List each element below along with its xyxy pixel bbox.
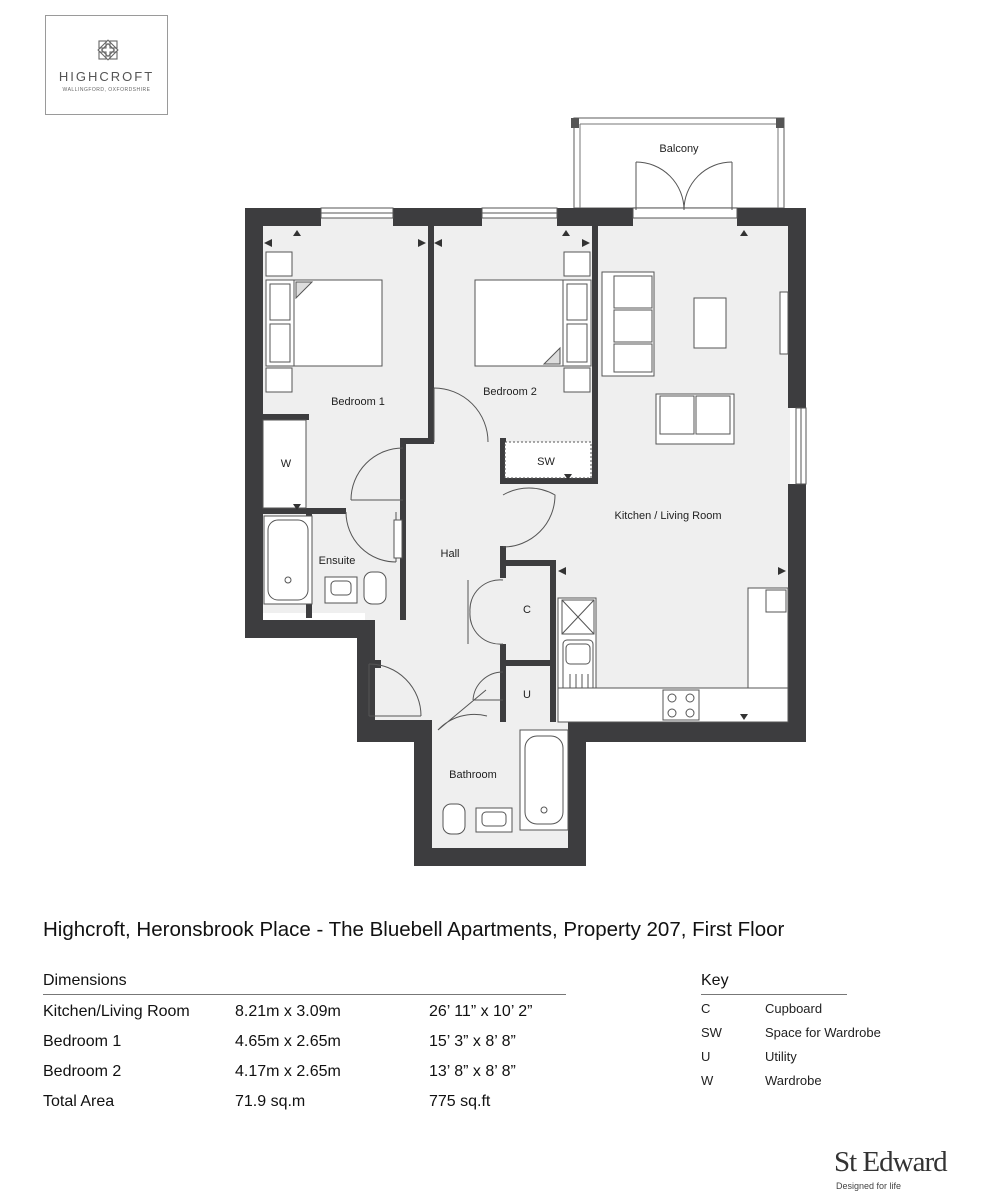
dimension-room: Bedroom 1	[43, 1033, 122, 1050]
dimension-room: Total Area	[43, 1093, 115, 1110]
label-bedroom1: Bedroom 1	[331, 396, 385, 408]
label-ensuite: Ensuite	[318, 555, 356, 567]
key-code: SW	[701, 1025, 722, 1040]
key-code: W	[701, 1073, 714, 1088]
property-title: Highcroft, Heronsbrook Place - The Bluebell Apartments, Property 207, First Floor	[43, 918, 785, 941]
dimension-imperial: 26’ 11” x 10’ 2”	[429, 1003, 533, 1020]
key-meaning: Wardrobe	[765, 1073, 822, 1088]
label-kitchen: Kitchen / Living Room	[614, 510, 722, 522]
dimension-metric: 4.65m x 2.65m	[235, 1033, 341, 1050]
logo-name: HIGHCROFT	[58, 69, 155, 84]
dimension-imperial: 775 sq.ft	[429, 1093, 491, 1110]
label-bathroom: Bathroom	[449, 769, 497, 781]
logo-subtitle: WALLINGFORD, OXFORDSHIRE	[62, 87, 151, 93]
brand-logo: St Edward	[834, 1146, 947, 1178]
label-w: W	[280, 458, 292, 470]
label-bedroom2: Bedroom 2	[483, 386, 537, 398]
dimension-metric: 8.21m x 3.09m	[235, 1003, 341, 1020]
key-code: C	[701, 1001, 711, 1016]
label-sw: SW	[537, 456, 555, 468]
dimension-imperial: 13’ 8” x 8’ 8”	[429, 1063, 516, 1080]
label-utility: U	[523, 689, 531, 701]
key-heading: Key	[701, 972, 729, 989]
balcony	[571, 118, 784, 208]
dimension-room: Bedroom 2	[43, 1063, 122, 1080]
key-meaning: Utility	[765, 1049, 797, 1064]
key-meaning: Space for Wardrobe	[765, 1025, 881, 1040]
dimension-imperial: 15’ 3” x 8’ 8”	[429, 1033, 516, 1050]
label-balcony: Balcony	[659, 143, 699, 155]
dimension-metric: 71.9 sq.m	[235, 1093, 306, 1110]
key-divider	[701, 994, 847, 995]
key-meaning: Cupboard	[765, 1001, 823, 1016]
dimensions-heading: Dimensions	[43, 972, 127, 989]
key-code: U	[701, 1049, 711, 1064]
label-hall: Hall	[440, 548, 460, 560]
dimension-room: Kitchen/Living Room	[43, 1003, 190, 1020]
brand-tagline: Designed for life	[836, 1181, 902, 1191]
label-cupboard: C	[523, 604, 531, 616]
dimension-metric: 4.17m x 2.65m	[235, 1063, 341, 1080]
dimensions-divider	[43, 994, 566, 995]
